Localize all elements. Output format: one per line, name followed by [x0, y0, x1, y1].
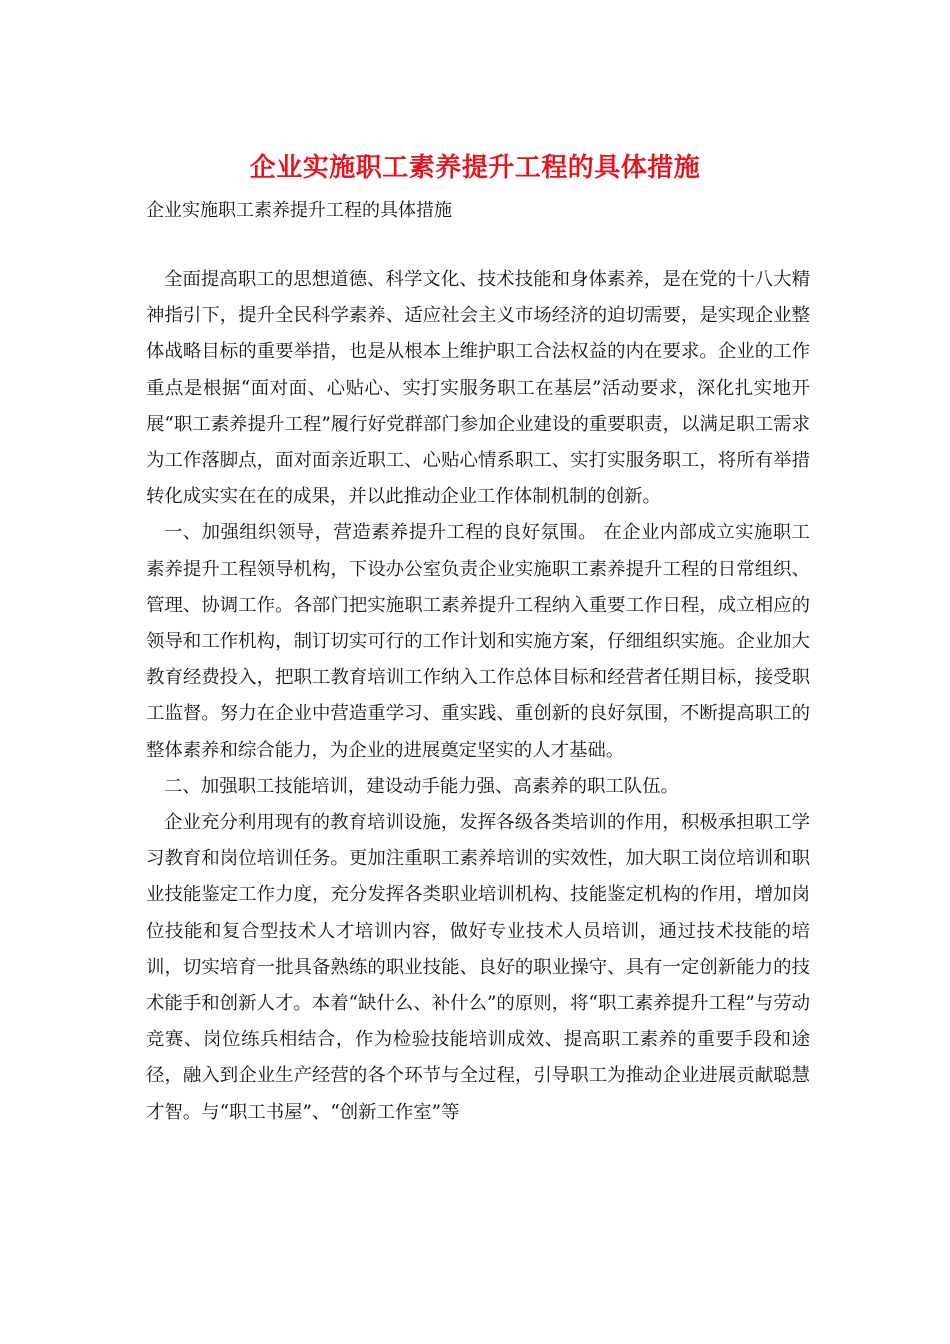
paragraph-section-2-body: 企业充分利用现有的教育培训设施，发挥各级各类培训的作用，积极承担职工学习教育和岗位培训任务。更加注重职工素养培训的实效性，加大职工岗位培训和职业技能鉴定工作力度，充分发挥各类职业培训机构、技能鉴定机构的作用，增加岗位技能和复合型技术人才培训内容，做好专业技术人员培训，通过技术技能的培训，切实培育一批具备熟练的职业技能、良好的职业操守、具有一定创新能力的技术能手和创新人才。本着“缺什么、补什么”的原则，将“职工素养提升工程”与劳动竞赛、岗位练兵相结合，作为检验技能培训成效、提高职工素养的重要手段和途径，融入到企业生产经营的各个环节与全过程，引导职工为推动企业进展贡献聪慧才智。与“职工书屋”、“创新工作室”等: [146, 812, 810, 1123]
paragraph-section-2-heading: 二、加强职工技能培训，建设动手能力强、高素养的职工队伍。: [164, 775, 679, 797]
paragraph-intro: 全面提高职工的思想道德、科学文化、技术技能和身体素养，是在党的十八大精神指引下，提升全民科学素养、适应社会主义市场经济的迫切需要，是实现企业整体战略目标的重要举措，也是从根本上维护职工合法权益的内在要求。企业的工作重点是根据“面对面、心贴心、实打实服务职工在基层”活动要求，深化扎实地开展“职工素养提升工程”履行好党群部门参加企业建设的重要职责，以满足职工需求为工作落脚点，面对面亲近职工、心贴心情系职工、实打实服务职工，将所有举措转化成实实在在的成果，并以此推动企业工作体制机制的创新。: [146, 269, 810, 508]
paragraph-section-1: 一、加强组织领导，营造素养提升工程的良好氛围。 在企业内部成立实施职工素养提升工程领导机构，下设办公室负责企业实施职工素养提升工程的日常组织、管理、协调工作。各部门把实施职工素养提升工程纳入重要工作日程，成立相应的领导和工作机构，制订切实可行的工作计划和实施方案，仔细组织实施。企业加大教育经费投入，把职工教育培训工作纳入工作总体目标和经营者任期目标，接受职工监督。努力在企业中营造重学习、重实践、重创新的良好氛围，不断提高职工的整体素养和综合能力，为企业的进展奠定坚实的人才基础。: [146, 522, 810, 761]
document-body: [146, 262, 810, 1131]
document-title: 企业实施职工素养提升工程的具体措施: [249, 153, 701, 183]
document-subtitle: 企业实施职工素养提升工程的具体措施: [146, 200, 452, 221]
